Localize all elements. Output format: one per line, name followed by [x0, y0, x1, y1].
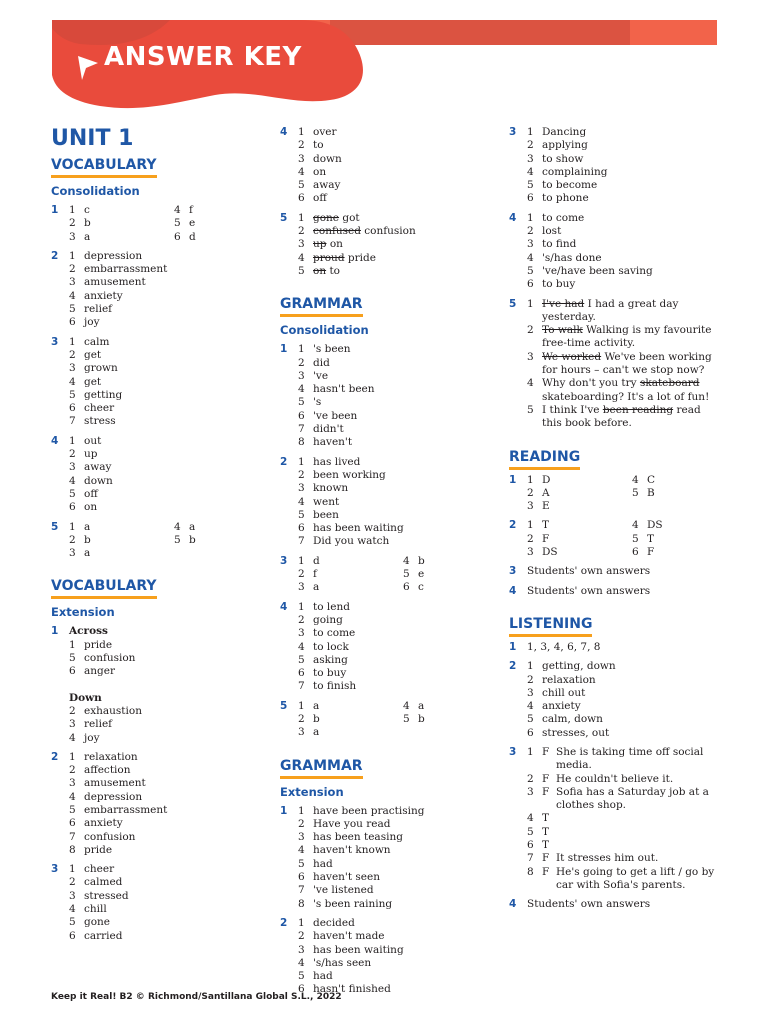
- exercise-1: 1 1, 3, 4, 6, 7, 8: [509, 641, 739, 654]
- page-title: ANSWER KEY: [104, 42, 302, 72]
- answer: calm: [84, 335, 110, 348]
- answer: anxiety: [84, 289, 123, 302]
- answer: a: [313, 581, 320, 594]
- answer: relief: [84, 718, 113, 731]
- across-label: Across: [69, 625, 108, 638]
- answer: a: [84, 230, 91, 243]
- answer: F: [542, 532, 550, 545]
- answer: T: [542, 825, 550, 838]
- answer: off: [84, 487, 98, 500]
- answer: exhaustion: [84, 704, 142, 717]
- answer: has been waiting: [313, 943, 404, 956]
- struck-answer: proud: [313, 251, 345, 264]
- struck-answer: up: [313, 238, 327, 251]
- answer: f: [313, 568, 317, 581]
- answer: been working: [313, 468, 386, 481]
- answer: on: [84, 501, 98, 514]
- struck-answer: skateboard: [639, 377, 700, 390]
- answer: F: [542, 785, 550, 798]
- correction: She is taking time off social media.: [556, 745, 704, 772]
- struck-answer: confused: [313, 225, 361, 238]
- answer: carried: [84, 929, 123, 942]
- section-heading: LISTENING: [509, 616, 592, 637]
- answer: amusement: [84, 777, 146, 790]
- answer: depression: [84, 790, 143, 803]
- answer: to finish: [313, 680, 357, 693]
- footer-copyright: Keep it Real! B2 © Richmond/Santillana Global S.L., 2022: [51, 992, 342, 1002]
- answer: out: [84, 434, 102, 447]
- exercise-1: 1 1 's been 2 did 3 've 4 hasn't been 5 's 6 've been 7 didn't 8 haven't: [280, 343, 375, 449]
- answer: to come: [313, 627, 356, 640]
- answer: read this book before.: [542, 403, 701, 430]
- answer: a: [189, 520, 196, 533]
- answer: asking: [313, 653, 348, 666]
- exercise-1: 1 1 D 2 A 3 E 4 C 5 B: [509, 473, 656, 513]
- answer: relaxation: [542, 673, 596, 686]
- answer: to lock: [313, 640, 349, 653]
- answer: A: [542, 486, 550, 499]
- exercise-5: 5 1 a 2 b 3 a 4 a 5 b: [280, 699, 425, 739]
- answer: went: [313, 495, 340, 508]
- answer: 's been: [313, 343, 351, 356]
- struck-answer: To walk: [542, 324, 583, 337]
- exercise-5: 5 1 I've had I had a great day yesterday. 2 To walk Walking is my favourite free-time activity. 3 We worked We've been working for hours – can't we stop now? 4 Why don't you try skateboard skateboarding? It's a lot of fun! 5 I think I've been reading read this book before.: [509, 297, 712, 430]
- answer: haven't known: [313, 844, 391, 857]
- answer: D: [542, 473, 551, 486]
- section-heading: GRAMMAR: [280, 296, 363, 317]
- exercise-2: 2 1 T 2 F 3 DS 4 DS 5 T 6 F: [509, 519, 663, 559]
- answer: to come: [542, 211, 585, 224]
- answer: 's/has done: [542, 251, 602, 264]
- answer: c: [418, 581, 424, 594]
- answer: a: [313, 699, 320, 712]
- answer: did: [313, 356, 330, 369]
- answer-prefix: I think I've: [542, 403, 600, 416]
- answer: F: [542, 852, 550, 865]
- answer: T: [542, 519, 550, 532]
- exercise-3: 3 1 F She is taking time off social media. 2 F He couldn't believe it. 3 F Sofia has a Saturday job at a clothes shop. 4 T 5 T 6 T 7 F It stresses him out. 8 F He's going to get a lift / go by car with Sofia's parents.: [509, 745, 715, 891]
- answer: b: [189, 533, 196, 546]
- answer: affection: [84, 764, 131, 777]
- answer: to phone: [542, 192, 589, 205]
- answer: getting: [84, 388, 123, 401]
- answer: lost: [542, 225, 562, 238]
- answer: haven't: [313, 436, 353, 449]
- answer: DS: [647, 519, 663, 532]
- answer: confusion: [364, 225, 416, 238]
- answer: f: [189, 204, 193, 216]
- struck-answer: We worked: [542, 350, 602, 363]
- answer: to show: [542, 152, 584, 165]
- answer: relief: [84, 303, 113, 316]
- struck-answer: gone: [313, 211, 340, 224]
- exercise-3: 3 Students' own answers: [509, 565, 739, 578]
- answer: b: [84, 533, 91, 546]
- correction: It stresses him out.: [556, 852, 659, 865]
- exercise-5: 5 1 a 2 b 3 a 4 a 5 b: [51, 520, 196, 560]
- answer: 've/have been saving: [542, 264, 653, 277]
- answer: known: [313, 482, 349, 495]
- answer: got: [342, 211, 360, 224]
- answer: on: [329, 238, 343, 251]
- subsection-heading: Extension: [280, 784, 344, 799]
- answer: 've been: [313, 409, 358, 422]
- exercise-2: 2 1 decided 2 haven't made 3 has been waiting 4 's/has seen 5 had 6 hasn't finished: [280, 916, 404, 996]
- answer: calmed: [84, 876, 123, 889]
- subsection-heading: Consolidation: [280, 323, 369, 338]
- subsection-heading: Consolidation: [51, 184, 140, 198]
- answer: amusement: [84, 276, 146, 289]
- answer: been: [313, 508, 339, 521]
- answer: has been waiting: [313, 522, 404, 535]
- answer: 's: [313, 396, 322, 409]
- exercise-3: 3 1 calm 2 get 3 grown 4 get 5 getting 6 cheer 7 stress: [51, 335, 123, 428]
- column-1: [51, 126, 251, 949]
- answer: a: [418, 699, 425, 712]
- answer: C: [647, 473, 656, 486]
- answer: pride: [347, 251, 376, 264]
- correction: He's going to get a lift / go by car with Sofia's parents.: [556, 865, 715, 891]
- exercise-1: 1 1 have been practising 2 Have you read 3 has been teasing 4 haven't known 5 had 6 haven't seen 7 've listened 8 's been raining: [280, 804, 425, 910]
- section-heading: GRAMMAR: [280, 758, 363, 779]
- answer: d: [189, 230, 196, 243]
- answer: didn't: [313, 423, 344, 436]
- answer: 's been raining: [313, 897, 393, 910]
- answer: down: [84, 474, 113, 487]
- answer: c: [84, 204, 90, 216]
- column-3: [509, 126, 739, 918]
- answer: have been practising: [313, 804, 425, 817]
- answer: joy: [84, 316, 100, 329]
- correction: He couldn't believe it.: [556, 772, 674, 785]
- answer: 1, 3, 4, 6, 7, 8: [527, 640, 601, 653]
- answer: DS: [542, 546, 558, 559]
- answer: a: [84, 520, 91, 533]
- answer: grown: [84, 362, 118, 375]
- answer: d: [313, 554, 320, 567]
- answer: had: [313, 857, 333, 870]
- answer: pride: [84, 638, 113, 651]
- answer: haven't seen: [313, 871, 380, 884]
- answer: Walking is my favourite free-time activity.: [542, 324, 712, 350]
- answer: getting, down: [542, 660, 616, 673]
- answer: F: [542, 772, 550, 785]
- answer: a: [313, 726, 320, 739]
- answer: chill: [84, 903, 107, 916]
- answer: up: [84, 448, 98, 461]
- exercise-2: 2 1 depression 2 embarrassment 3 amusement 4 anxiety 5 relief 6 joy: [51, 249, 168, 329]
- answer: E: [542, 500, 550, 513]
- struck-answer: been reading: [602, 403, 674, 416]
- answer: 've: [313, 369, 329, 382]
- answer: F: [542, 865, 550, 878]
- answer: get: [84, 348, 102, 361]
- answer: had: [313, 970, 333, 983]
- answer: chill out: [542, 686, 586, 699]
- answer: T: [647, 532, 655, 545]
- exercise-1: 1 Across 1 pride 5 confusion 6 anger Down 2 exhaustion 3 relief 4 joy: [51, 625, 251, 744]
- exercise-4: 4 Students' own answers: [509, 898, 739, 911]
- answer: cheer: [84, 863, 115, 876]
- answer: T: [542, 812, 550, 825]
- answer: b: [418, 554, 425, 567]
- exercise-4: 4 1 out 2 up 3 away 4 down 5 off 6 on: [51, 434, 113, 514]
- answer: skateboarding? It's a lot of fun!: [542, 390, 710, 403]
- answer: Students' own answers: [527, 565, 651, 578]
- answer: going: [313, 613, 343, 626]
- answer: complaining: [542, 165, 608, 178]
- answer: away: [313, 179, 341, 192]
- exercise-2: 2 1 getting, down 2 relaxation 3 chill out 4 anxiety 5 calm, down 6 stresses, out: [509, 660, 616, 739]
- answer: Students' own answers: [527, 898, 651, 911]
- answer: over: [313, 126, 337, 138]
- exercise-3: 3 1 Dancing 2 applying 3 to show 4 complaining 5 to become 6 to phone: [509, 126, 608, 205]
- answer: haven't made: [313, 930, 385, 943]
- answer: Have you read: [313, 817, 391, 830]
- answer: embarrassment: [84, 263, 168, 276]
- answer: to buy: [542, 278, 576, 291]
- answer: get: [84, 375, 102, 388]
- answer: B: [647, 486, 655, 499]
- answer: hasn't finished: [313, 983, 391, 996]
- answer: stresses, out: [542, 726, 610, 739]
- answer: applying: [542, 139, 588, 152]
- answer: stressed: [84, 889, 129, 902]
- answer: has been teasing: [313, 831, 403, 844]
- answer: b: [84, 217, 91, 230]
- answer: to find: [542, 238, 577, 251]
- section-heading: READING: [509, 449, 580, 470]
- unit-heading: UNIT 1: [51, 126, 134, 151]
- answer: confusion: [84, 652, 136, 665]
- answer-prefix: Why don't you try: [542, 377, 637, 390]
- exercise-4: 4 1 to come 2 lost 3 to find 4 's/has done 5 've/have been saving 6 to buy: [509, 211, 653, 291]
- answer: to buy: [313, 667, 347, 680]
- down-label: Down: [69, 691, 102, 704]
- answer: e: [189, 217, 196, 230]
- answer: relaxation: [84, 750, 138, 763]
- answer: We've been working for hours – can't we stop now?: [542, 350, 712, 377]
- section-heading: VOCABULARY: [51, 578, 157, 599]
- answer: anger: [84, 665, 115, 678]
- correction: Sofia has a Saturday job at a clothes shop.: [556, 785, 709, 812]
- answer: off: [313, 192, 327, 205]
- answer: stress: [84, 415, 116, 428]
- answer: has lived: [313, 455, 361, 468]
- struck-answer: I've had: [542, 297, 585, 310]
- answer: 've listened: [313, 884, 374, 897]
- answer: decided: [313, 916, 355, 929]
- answer: Did you watch: [313, 535, 390, 548]
- exercise-2: 2 1 relaxation 2 affection 3 amusement 4 depression 5 embarrassment 6 anxiety 7 confusion 8 pride: [51, 750, 168, 856]
- answer: down: [313, 152, 342, 165]
- column-2: [280, 126, 490, 1003]
- answer: b: [418, 712, 425, 725]
- answer: on: [313, 165, 327, 178]
- answer: I had a great day yesterday.: [542, 297, 679, 323]
- subsection-heading: Extension: [51, 605, 115, 620]
- exercise-1: 1 1 c 2 b 3 a 4 f 5 e 6 d: [51, 204, 196, 243]
- struck-answer: on: [313, 264, 327, 277]
- answer: depression: [84, 249, 143, 262]
- exercise-4: 4 1 over 2 to 3 down 4 on 5 away 6 off: [280, 126, 342, 205]
- answer: T: [542, 839, 550, 852]
- answer: anxiety: [84, 817, 123, 830]
- exercise-3: 3 1 d 2 f 3 a 4 b 5 e 6 c: [280, 554, 425, 594]
- exercise-4: 4 Students' own answers: [509, 585, 739, 598]
- exercise-4: 4 1 to lend 2 going 3 to come 4 to lock 5 asking 6 to buy 7 to finish: [280, 600, 357, 693]
- answer: anxiety: [542, 700, 581, 713]
- answer: e: [418, 568, 425, 581]
- answer: Dancing: [542, 126, 587, 138]
- answer: F: [542, 745, 550, 758]
- answer: to become: [542, 179, 598, 192]
- answer: F: [647, 546, 655, 559]
- answer: to: [313, 139, 324, 152]
- answer: b: [313, 712, 320, 725]
- answer: calm, down: [542, 713, 603, 726]
- answer: hasn't been: [313, 383, 375, 396]
- answer: 's/has seen: [313, 956, 372, 969]
- answer: joy: [84, 731, 100, 744]
- answer: embarrassment: [84, 803, 168, 816]
- exercise-5: 5 1 gone got 2 confused confusion 3 up on 4 proud pride 5 on to: [280, 211, 416, 277]
- answer: a: [84, 547, 91, 560]
- answer: confusion: [84, 830, 136, 843]
- answer: gone: [84, 916, 111, 929]
- answer: away: [84, 461, 112, 474]
- answer: pride: [84, 843, 113, 856]
- answer: to lend: [313, 600, 350, 613]
- answer: Students' own answers: [527, 584, 651, 597]
- section-heading: VOCABULARY: [51, 157, 157, 178]
- answer: to: [329, 264, 340, 277]
- answer: cheer: [84, 402, 115, 415]
- exercise-3: 3 1 cheer 2 calmed 3 stressed 4 chill 5 gone 6 carried: [51, 863, 129, 942]
- exercise-2: 2 1 has lived 2 been working 3 known 4 went 5 been 6 has been waiting 7 Did you watch: [280, 455, 404, 548]
